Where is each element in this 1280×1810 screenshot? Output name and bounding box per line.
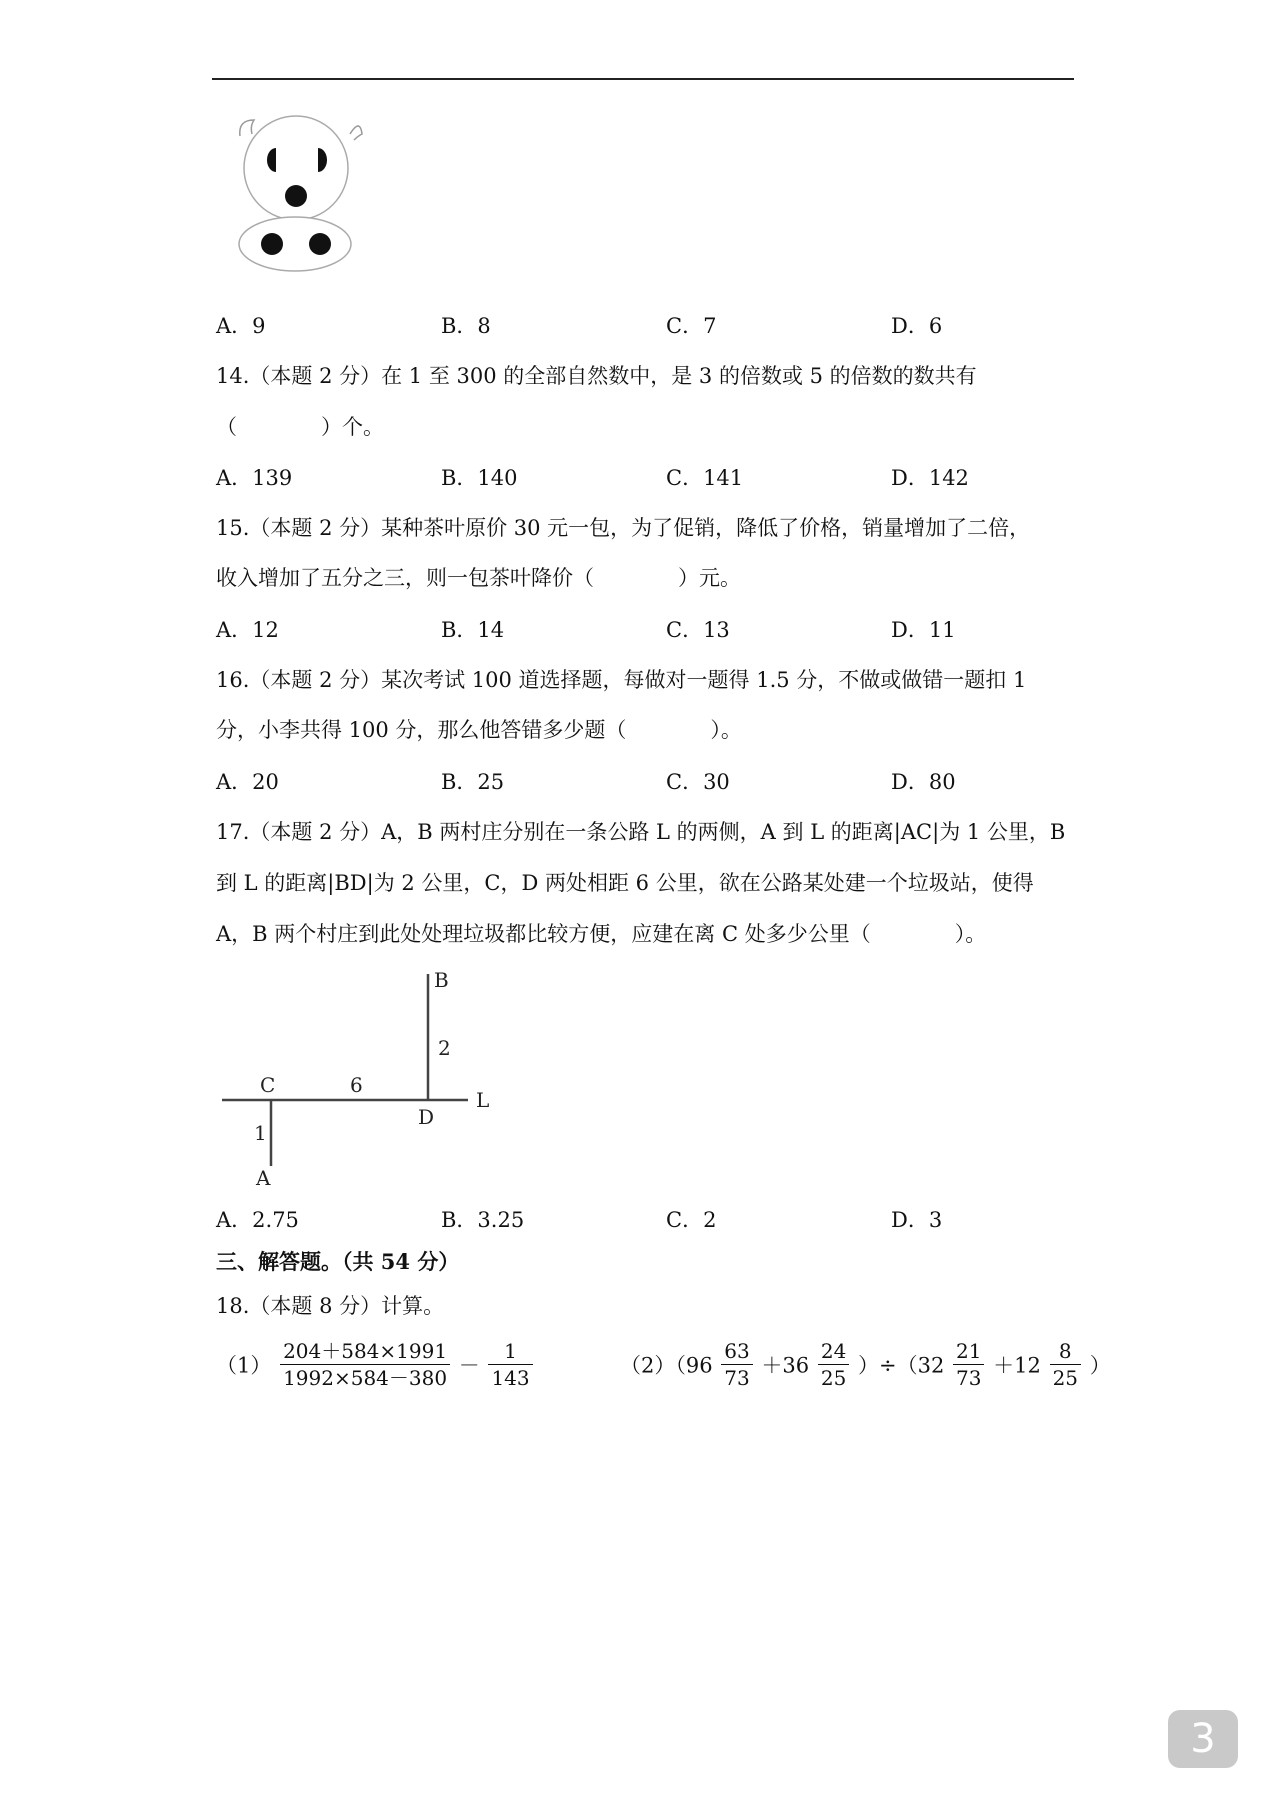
fraction-denominator: 143 [491, 1366, 530, 1390]
fraction-denominator: 1992×584－380 [283, 1366, 448, 1390]
label-d: D [418, 1105, 435, 1129]
q14-option-d: D．142 [891, 466, 969, 490]
page-number-badge: 3 [1168, 1710, 1238, 1768]
q18-part2-label: （2）（96 [620, 1353, 713, 1378]
q17-text-line2: 到 L 的距离|BD|为 2 公里，C，D 两处相距 6 公里，欲在公路某处建一个垃圾站，使得 [216, 871, 1034, 895]
section-heading: 三、解答题。（共 54 分） [216, 1249, 460, 1274]
divide-term: ）÷（32 [857, 1353, 945, 1378]
pig-left-ear [240, 120, 254, 136]
q14-option-b: B．140 [441, 466, 518, 490]
q16-text-line2: 分，小李共得 100 分，那么他答错多少题（ ）。 [216, 718, 742, 742]
fraction-denominator: 73 [724, 1366, 750, 1390]
q13-option-c: C．7 [666, 314, 717, 338]
q16-option-c: C．30 [666, 770, 730, 794]
closing-paren: ） [1089, 1353, 1111, 1378]
q15-text-line2: 收入增加了五分之三，则一包茶叶降价（ ）元。 [216, 566, 741, 590]
plus-term-1: ＋36 [761, 1353, 810, 1378]
q15-option-a: A．12 [216, 618, 279, 642]
pig-nostril-left [261, 233, 283, 255]
q15-option-c: C．13 [666, 618, 730, 642]
mixed-fraction-c [953, 1338, 984, 1391]
q18-part1-fraction-main [280, 1338, 450, 1391]
pig-nose-dot [285, 185, 307, 207]
fraction-numerator: 21 [953, 1338, 984, 1365]
q13-option-b: B．8 [441, 314, 491, 338]
q13-option-d: D．6 [891, 314, 943, 338]
pig-right-ear [350, 126, 362, 140]
q18-text-line1: 18.（本题 8 分）计算。 [216, 1294, 445, 1318]
header-rule [212, 78, 1074, 80]
label-6: 6 [350, 1073, 363, 1097]
q17-text-line3: A，B 两个村庄到此处处理垃圾都比较方便，应建在离 C 处多少公里（ ）。 [216, 922, 987, 946]
mixed-fraction-a [721, 1338, 752, 1391]
q14-option-c: C．141 [666, 466, 744, 490]
q18-part1-expression [216, 1338, 535, 1391]
q18-part1-fraction-second [488, 1338, 532, 1391]
fraction-numerator: 24 [818, 1338, 849, 1365]
pig-snout [239, 217, 351, 271]
q17-option-a: A．2.75 [216, 1208, 299, 1232]
mixed-fraction-b [818, 1338, 849, 1391]
q14-text-line1: 14.（本题 2 分）在 1 至 300 的全部自然数中，是 3 的倍数或 5 的倍数的数共有 [216, 364, 977, 388]
label-b: B [434, 968, 449, 992]
fraction-denominator: 25 [1052, 1366, 1079, 1390]
pig-face-figure [230, 112, 370, 276]
q17-road-diagram [210, 960, 510, 1190]
fraction-numerator: 63 [721, 1338, 752, 1365]
q15-option-b: B．14 [441, 618, 505, 642]
label-l: L [476, 1088, 490, 1112]
fraction-denominator: 73 [956, 1366, 982, 1390]
q17-option-c: C．2 [666, 1208, 717, 1232]
plus-term-2: ＋12 [993, 1353, 1041, 1378]
q17-text-line1: 17.（本题 2 分）A，B 两村庄分别在一条公路 L 的两侧，A 到 L 的距离|AC|为 1 公里，B [216, 820, 1066, 844]
minus-sign: － [458, 1353, 480, 1378]
q14-text-line2: （ ）个。 [216, 415, 384, 439]
fraction-numerator: 204＋584×1991 [280, 1338, 450, 1365]
q16-text-line1: 16.（本题 2 分）某次考试 100 道选择题，每做对一题得 1.5 分，不做或做错一题扣 1 [216, 668, 1027, 692]
fraction-denominator: 25 [820, 1366, 847, 1390]
label-a: A [256, 1166, 271, 1190]
q16-option-a: A．20 [216, 770, 279, 794]
q18-part2-expression [620, 1338, 1111, 1391]
mixed-fraction-d [1050, 1338, 1081, 1391]
q16-option-b: B．25 [441, 770, 505, 794]
q16-option-d: D．80 [891, 770, 956, 794]
q18-part1-label: （1） [216, 1353, 272, 1378]
label-2: 2 [438, 1036, 451, 1060]
q17-option-d: D．3 [891, 1208, 943, 1232]
q15-option-d: D．11 [891, 618, 956, 642]
pig-nostril-right [309, 233, 331, 255]
q17-option-b: B．3.25 [441, 1208, 525, 1232]
label-c: C [260, 1073, 276, 1097]
fraction-numerator: 8 [1050, 1338, 1081, 1365]
q15-text-line1: 15.（本题 2 分）某种茶叶原价 30 元一包，为了促销，降低了价格，销量增加了二倍， [216, 516, 1031, 540]
q13-option-a: A．9 [216, 314, 266, 338]
q14-option-a: A．139 [216, 466, 293, 490]
fraction-numerator: 1 [488, 1338, 532, 1365]
label-1: 1 [254, 1121, 267, 1145]
